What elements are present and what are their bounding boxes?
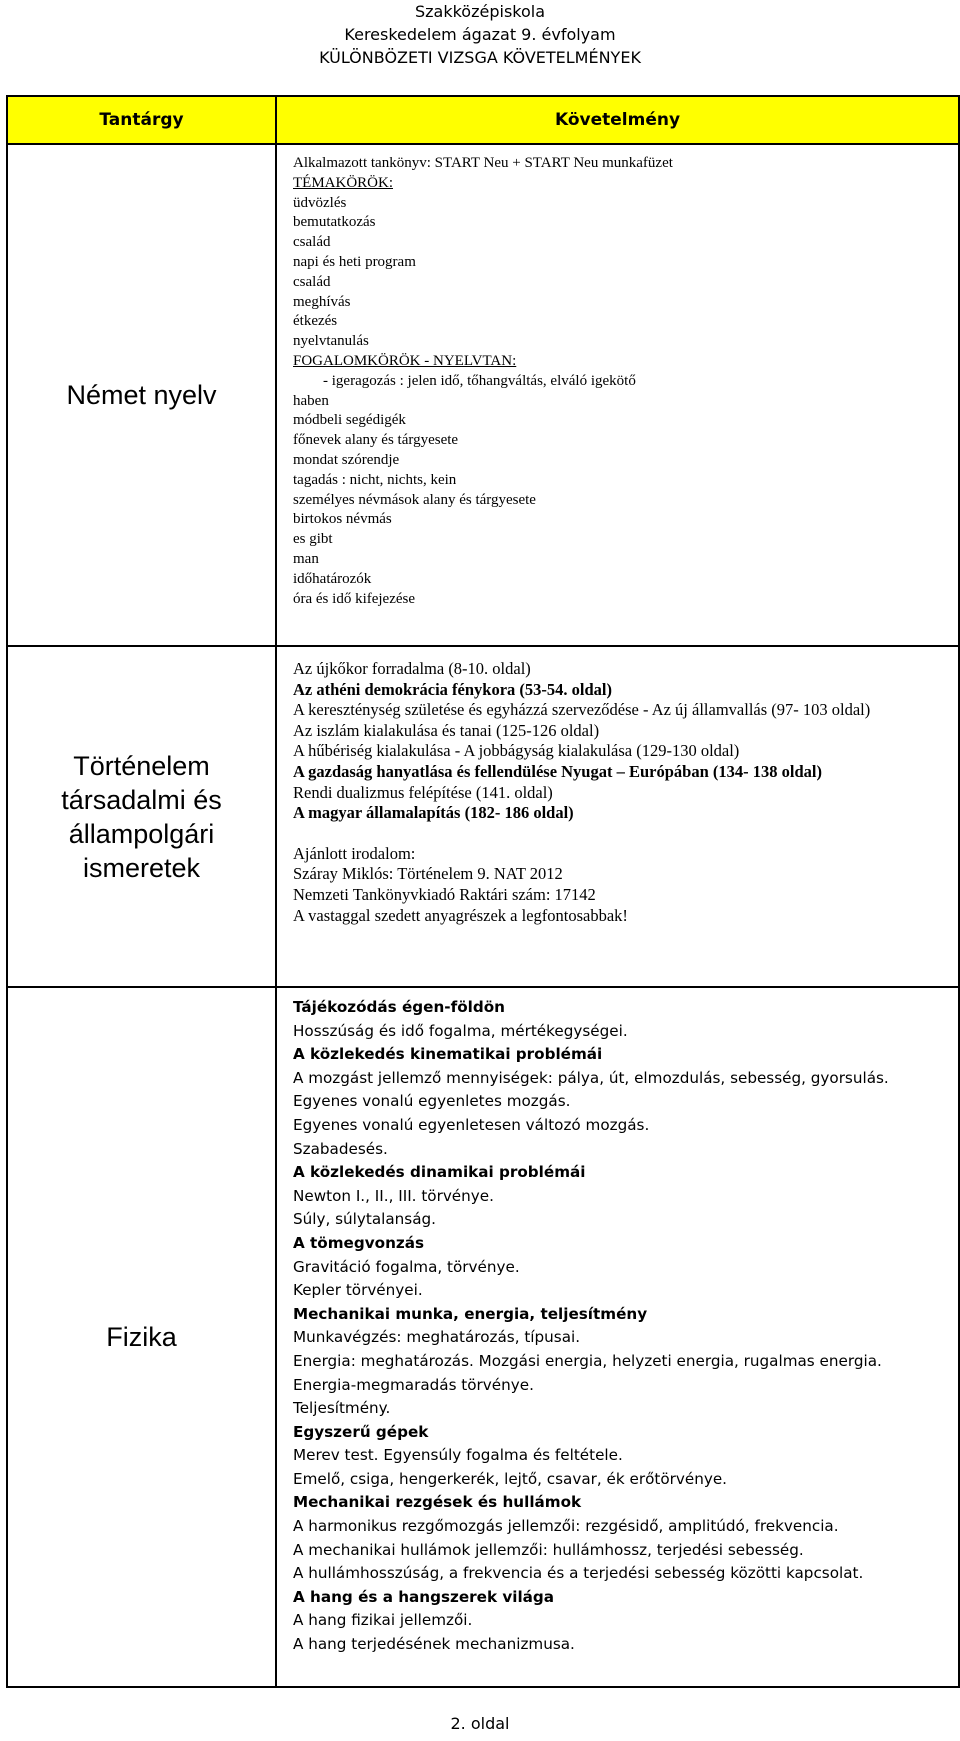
subject-history-line: társadalmi és (61, 784, 222, 815)
physics-item: A hullámhosszúság, a frekvencia és a terjedési sebesség közötti kapcsolat. (293, 1564, 864, 1583)
physics-item: Energia-megmaradás törvénye. (293, 1375, 534, 1394)
topic-item: bemutatkozás (293, 214, 376, 231)
document-header (0, 0, 960, 69)
reading-note: A vastaggal szedett anyagrészek a legfontosabbak! (293, 905, 628, 925)
grammar-item: - igeragozás : jelen idő, tőhangváltás, elváló igekötő (323, 372, 636, 389)
physics-item: Newton I., II., III. törvénye. (293, 1186, 494, 1205)
physics-heading: Mechanikai munka, energia, teljesítmény (293, 1304, 648, 1323)
grammar-item: man (293, 550, 319, 567)
physics-item: Emelő, csiga, hengerkerék, lejtő, csavar, ék erőtörvénye. (293, 1469, 728, 1488)
reading-line: Száray Miklós: Történelem 9. NAT 2012 (293, 864, 563, 884)
grammar-item: módbeli segédigék (293, 412, 406, 429)
physics-heading: A hang és a hangszerek világa (293, 1587, 555, 1606)
grammar-item: haben (293, 392, 329, 409)
topic-item: étkezés (293, 313, 338, 330)
textbook-line: Alkalmazott tankönyv: START Neu + START Neu munkafüzet (293, 155, 673, 171)
subject-column-header: Tantárgy (7, 96, 276, 144)
physics-item: Teljesítmény. (293, 1399, 391, 1418)
topic-item: család (293, 234, 331, 251)
physics-item: Egyenes vonalú egyenletesen változó mozgás. (293, 1115, 650, 1134)
history-topic-key: Az athéni demokrácia fénykora (53-54. oldal) (293, 679, 612, 699)
physics-item: A mechanikai hullámok jellemzői: hullámhossz, terjedési sebesség. (293, 1540, 804, 1559)
physics-item: A mozgást jellemző mennyiségek: pálya, út, elmozdulás, sebesség, gyorsulás. (293, 1068, 889, 1087)
physics-item: Egyenes vonalú egyenletes mozgás. (293, 1092, 571, 1111)
table-row-physics (7, 987, 959, 1687)
grammar-item: birtokos névmás (293, 511, 392, 528)
physics-heading: A tömegvonzás (293, 1233, 425, 1252)
grade-info: Kereskedelem ágazat 9. évfolyam (344, 25, 616, 44)
subject-physics: Fizika (7, 987, 276, 1687)
physics-heading: Egyszerű gépek (293, 1422, 429, 1441)
subject-history-line: Történelem (73, 750, 210, 781)
subject-history (7, 646, 276, 987)
history-topic: Az iszlám kialakulása és tanai (125-126 oldal) (293, 720, 600, 740)
topic-item: napi és heti program (293, 253, 416, 270)
physics-item: Munkavégzés: meghatározás, típusai. (293, 1328, 581, 1347)
physics-item: A harmonikus rezgőmozgás jellemzői: rezgésidő, amplitúdó, frekvencia. (293, 1517, 839, 1536)
physics-item: A hang fizikai jellemzői. (293, 1611, 473, 1630)
requirement-german (276, 144, 959, 646)
history-topic: Az újkőkor forradalma (8-10. oldal) (293, 659, 531, 678)
physics-item: Gravitáció fogalma, törvénye. (293, 1257, 520, 1276)
topic-item: üdvözlés (293, 194, 347, 211)
history-topic: A hűbériség kialakulása - A jobbágyság kialakulása (129-130 oldal) (293, 741, 740, 761)
grammar-item: es gibt (293, 531, 333, 548)
grammar-item: személyes névmások alany és tárgyesete (293, 491, 536, 508)
history-topic-key: A gazdaság hanyatlása és fellendülése Nyugat – Európában (134- 138 oldal) (293, 761, 822, 781)
grammar-item: óra és idő kifejezése (293, 590, 416, 607)
school-type: Szakközépiskola (414, 2, 546, 21)
physics-item: Kepler törvényei. (293, 1281, 423, 1300)
reading-line: Nemzeti Tankönyvkiadó Raktári szám: 17142 (293, 884, 596, 904)
physics-item: Energia: meghatározás. Mozgási energia, helyzeti energia, rugalmas energia. (293, 1351, 882, 1370)
table-header-row (7, 96, 959, 144)
reading-title: Ajánlott irodalom: (293, 843, 416, 863)
physics-heading: A közlekedés kinematikai problémái (293, 1045, 603, 1064)
grammar-item: időhatározók (293, 570, 372, 587)
table-row-german (7, 144, 959, 646)
subject-german: Német nyelv (7, 144, 276, 646)
table-row-history (7, 646, 959, 987)
document-title: KÜLÖNBÖZETI VIZSGA KÖVETELMÉNYEK (319, 48, 641, 67)
topic-item: meghívás (293, 293, 351, 310)
requirement-column-header: Követelmény (276, 96, 959, 144)
requirement-history (276, 646, 959, 987)
physics-item: Merev test. Egyensúly fogalma és feltétele. (293, 1446, 623, 1465)
requirements-table (6, 95, 960, 1688)
topic-item: nyelvtanulás (293, 333, 369, 350)
physics-item: Súly, súlytalanság. (293, 1210, 436, 1229)
physics-heading: A közlekedés dinamikai problémái (293, 1163, 586, 1182)
history-topic: A kereszténység születése és egyházzá szerveződése - Az új államvallás (97- 103 oldal) (293, 700, 871, 720)
physics-item: Hosszúság és idő fogalma, mértékegységei. (293, 1021, 628, 1040)
requirement-physics (276, 987, 959, 1687)
subject-history-line: állampolgári (68, 818, 215, 849)
physics-item: Szabadesés. (293, 1139, 388, 1158)
topics-heading: TÉMAKÖRÖK: (293, 174, 393, 191)
topic-item: család (293, 273, 331, 290)
grammar-heading: FOGALOMKÖRÖK - NYELVTAN: (293, 352, 517, 369)
history-topic-key: A magyar államalapítás (182- 186 oldal) (293, 803, 574, 823)
page-number: 2. oldal (450, 1714, 510, 1733)
grammar-item: tagadás : nicht, nichts, kein (293, 471, 457, 488)
physics-heading: Tájékozódás égen-földön (293, 998, 505, 1016)
history-topic: Rendi dualizmus felépítése (141. oldal) (293, 782, 553, 802)
physics-heading: Mechanikai rezgések és hullámok (293, 1493, 582, 1512)
physics-item: A hang terjedésének mechanizmusa. (293, 1635, 575, 1654)
grammar-item: főnevek alany és tárgyesete (293, 432, 459, 449)
subject-history-line: ismeretek (82, 852, 201, 883)
grammar-item: mondat szórendje (293, 451, 400, 468)
